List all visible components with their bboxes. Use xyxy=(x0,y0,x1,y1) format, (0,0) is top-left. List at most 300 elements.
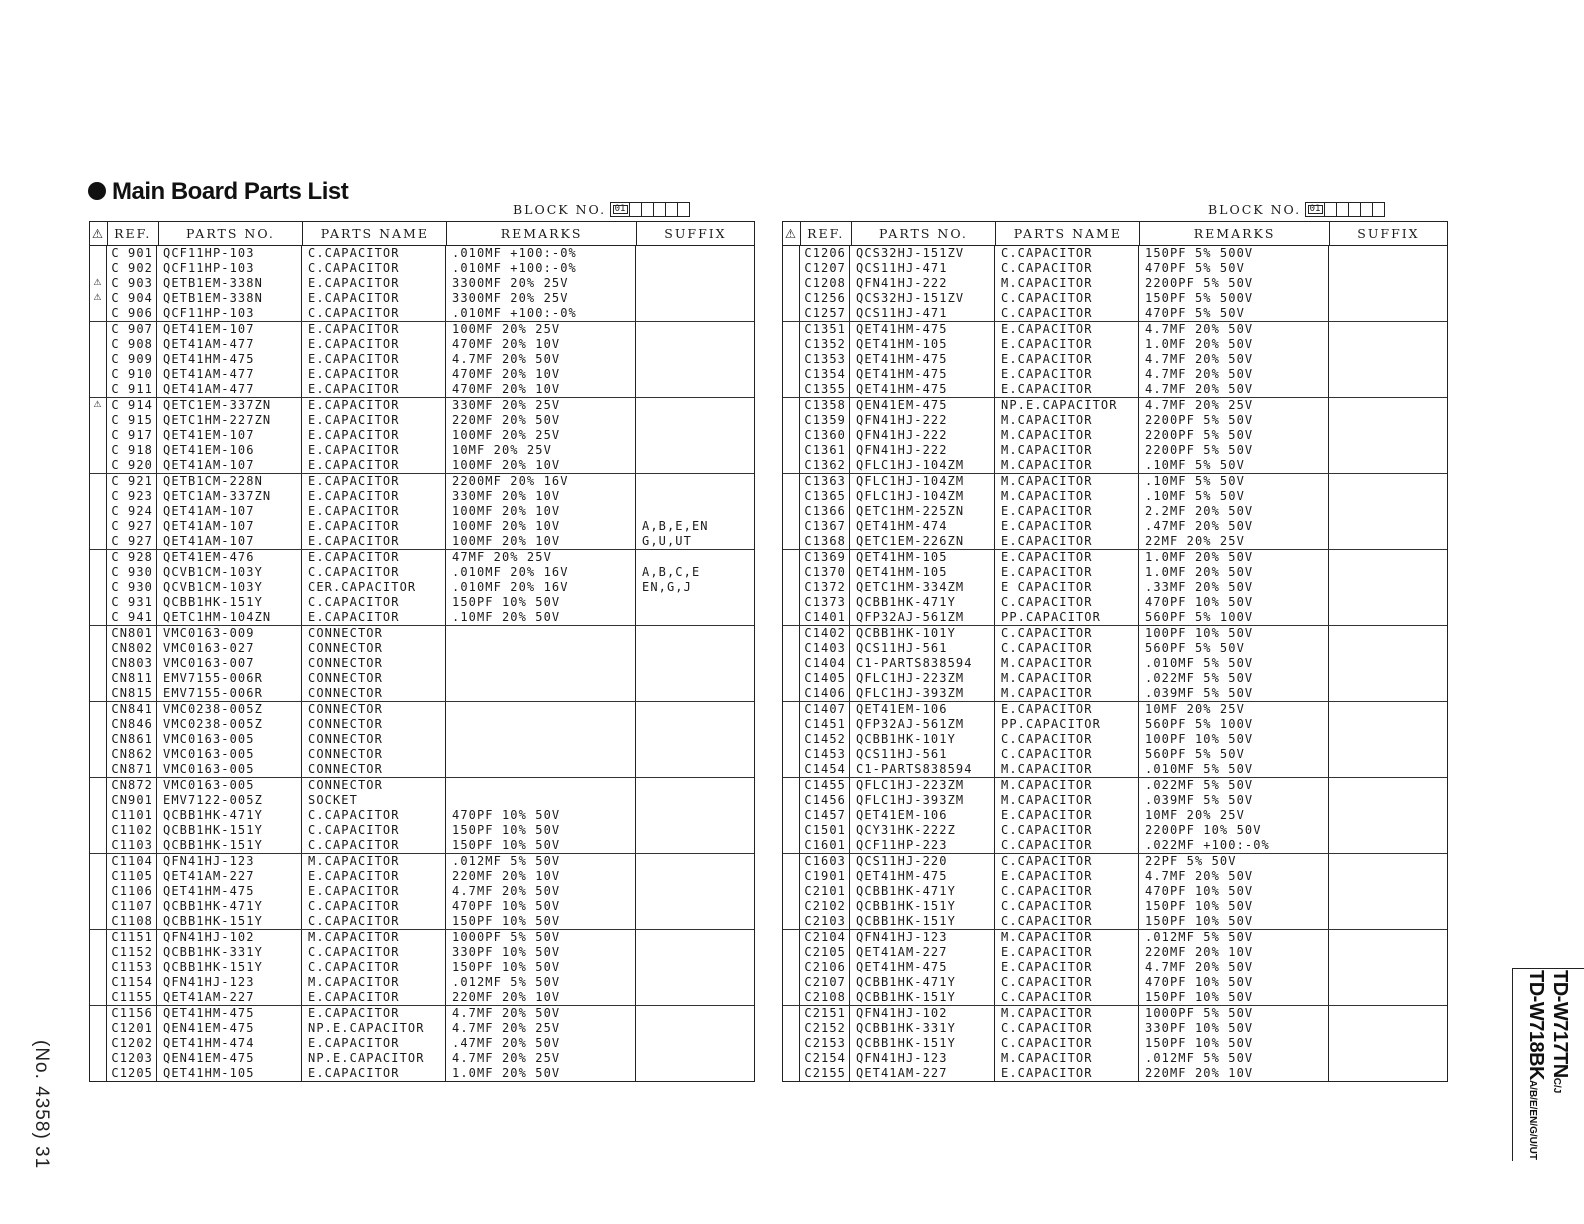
parts-name-cell: E.CAPACITOR xyxy=(302,489,446,504)
table-row xyxy=(90,261,754,276)
remarks-cell: 10MF 20% 25V xyxy=(1139,702,1329,717)
parts-name-cell: E.CAPACITOR xyxy=(995,945,1139,960)
parts-no-cell: QET41AM-477 xyxy=(157,337,302,352)
ref-cell: C2155 xyxy=(800,1066,850,1081)
warning-icon xyxy=(783,428,800,443)
table-row xyxy=(90,352,754,367)
warning-icon xyxy=(783,960,800,975)
ref-cell: C1103 xyxy=(107,838,157,853)
parts-name-cell: E.CAPACITOR xyxy=(995,504,1139,519)
warning-icon xyxy=(90,945,107,960)
parts-name-cell: PP.CAPACITOR xyxy=(995,610,1139,625)
warning-icon xyxy=(90,504,107,519)
ref-cell: C 907 xyxy=(107,322,157,337)
suffix-cell xyxy=(1329,306,1447,321)
parts-name-cell: C.CAPACITOR xyxy=(302,261,446,276)
parts-no-cell: EMV7122-005Z xyxy=(157,793,302,808)
table-row xyxy=(783,382,1447,397)
header-parts-no: PARTS NO. xyxy=(159,222,304,245)
warning-icon xyxy=(90,823,107,838)
ref-cell: C 941 xyxy=(107,610,157,625)
suffix-cell xyxy=(636,428,754,443)
warning-icon xyxy=(783,686,800,701)
ref-cell: C1453 xyxy=(800,747,850,762)
ref-cell: C1351 xyxy=(800,322,850,337)
parts-no-cell: QFLC1HJ-104ZM xyxy=(850,474,995,489)
row-group xyxy=(90,398,754,474)
suffix-cell xyxy=(636,793,754,808)
table-row xyxy=(783,474,1447,489)
ref-cell: C1455 xyxy=(800,778,850,793)
table-row xyxy=(90,246,754,261)
ref-cell: C1452 xyxy=(800,732,850,747)
warning-icon xyxy=(90,428,107,443)
table-row xyxy=(90,732,754,747)
parts-name-cell: C.CAPACITOR xyxy=(302,565,446,580)
table-row xyxy=(783,1036,1447,1051)
ref-cell: C1601 xyxy=(800,838,850,853)
ref-cell: C1363 xyxy=(800,474,850,489)
ref-cell: C1368 xyxy=(800,534,850,549)
table-row xyxy=(90,291,754,306)
suffix-cell xyxy=(636,1006,754,1021)
parts-no-cell: QCBB1HK-101Y xyxy=(850,732,995,747)
remarks-cell: .022MF 5% 50V xyxy=(1139,778,1329,793)
parts-name-cell: CONNECTOR xyxy=(302,717,446,732)
table-row xyxy=(90,610,754,625)
remarks-cell: 150PF 10% 50V xyxy=(446,914,636,929)
ref-cell: C 915 xyxy=(107,413,157,428)
parts-name-cell: E.CAPACITOR xyxy=(995,352,1139,367)
table-row xyxy=(90,519,754,534)
parts-no-cell: QCBB1HK-151Y xyxy=(850,990,995,1005)
warning-icon xyxy=(90,306,107,321)
table-row xyxy=(90,595,754,610)
ref-cell: C1454 xyxy=(800,762,850,777)
parts-name-cell: E.CAPACITOR xyxy=(302,337,446,352)
ref-cell: C1358 xyxy=(800,398,850,413)
header-ref: REF. xyxy=(108,222,159,245)
table-row xyxy=(783,580,1447,595)
suffix-cell xyxy=(636,702,754,717)
table-body xyxy=(783,246,1447,1081)
block-value: 01 xyxy=(1306,203,1325,216)
suffix-cell xyxy=(636,747,754,762)
remarks-cell: 2200PF 5% 50V xyxy=(1139,428,1329,443)
parts-name-cell: M.CAPACITOR xyxy=(995,686,1139,701)
warning-icon xyxy=(90,975,107,990)
table-row xyxy=(90,428,754,443)
remarks-cell: 470PF 10% 50V xyxy=(1139,884,1329,899)
ref-cell: C2152 xyxy=(800,1021,850,1036)
table-row xyxy=(783,1006,1447,1021)
table-row xyxy=(783,960,1447,975)
ref-cell: C 901 xyxy=(107,246,157,261)
parts-no-cell: QFLC1HJ-223ZM xyxy=(850,778,995,793)
parts-no-cell: QCS11HJ-471 xyxy=(850,261,995,276)
parts-name-cell: M.CAPACITOR xyxy=(995,458,1139,473)
suffix-cell xyxy=(636,1066,754,1081)
suffix-cell xyxy=(636,291,754,306)
table-row xyxy=(783,914,1447,929)
parts-no-cell: QET41HM-475 xyxy=(850,960,995,975)
parts-name-cell: M.CAPACITOR xyxy=(995,474,1139,489)
ref-cell: C1207 xyxy=(800,261,850,276)
parts-name-cell: C.CAPACITOR xyxy=(302,838,446,853)
ref-cell: C 914 xyxy=(107,398,157,413)
parts-name-cell: C.CAPACITOR xyxy=(995,899,1139,914)
parts-no-cell: QET41HM-475 xyxy=(850,382,995,397)
ref-cell: C2104 xyxy=(800,930,850,945)
warning-icon xyxy=(783,458,800,473)
parts-name-cell: C.CAPACITOR xyxy=(995,246,1139,261)
parts-no-cell: QET41AM-107 xyxy=(157,519,302,534)
remarks-cell xyxy=(446,778,636,793)
suffix-cell xyxy=(1329,960,1447,975)
parts-name-cell: C.CAPACITOR xyxy=(995,595,1139,610)
ref-cell: C1355 xyxy=(800,382,850,397)
parts-name-cell: C.CAPACITOR xyxy=(995,291,1139,306)
warning-icon xyxy=(90,1036,107,1051)
table-row xyxy=(783,702,1447,717)
suffix-cell xyxy=(1329,747,1447,762)
warning-icon xyxy=(90,960,107,975)
suffix-cell xyxy=(636,1021,754,1036)
suffix-cell xyxy=(1329,945,1447,960)
parts-no-cell: QET41AM-227 xyxy=(157,990,302,1005)
parts-name-cell: E.CAPACITOR xyxy=(302,534,446,549)
row-group xyxy=(90,474,754,550)
suffix-cell xyxy=(1329,1006,1447,1021)
parts-no-cell: VMC0163-027 xyxy=(157,641,302,656)
warning-icon xyxy=(783,413,800,428)
remarks-cell: 100MF 20% 10V xyxy=(446,534,636,549)
table-row xyxy=(90,367,754,382)
table-row xyxy=(90,823,754,838)
table-row xyxy=(90,747,754,762)
ref-cell: CN861 xyxy=(107,732,157,747)
model-suffix-1: C/J xyxy=(1551,1077,1562,1094)
remarks-cell: .010MF +100:-0% xyxy=(446,306,636,321)
remarks-cell: 220MF 20% 10V xyxy=(446,990,636,1005)
table-row xyxy=(90,382,754,397)
suffix-cell xyxy=(636,489,754,504)
remarks-cell: 3300MF 20% 25V xyxy=(446,291,636,306)
suffix-cell xyxy=(1329,382,1447,397)
warning-icon xyxy=(783,519,800,534)
remarks-cell xyxy=(446,762,636,777)
warning-icon xyxy=(90,869,107,884)
ref-cell: C1202 xyxy=(107,1036,157,1051)
parts-name-cell: E.CAPACITOR xyxy=(302,413,446,428)
warning-icon xyxy=(90,1006,107,1021)
table-row xyxy=(90,945,754,960)
table-row xyxy=(90,1051,754,1066)
ref-cell: C1402 xyxy=(800,626,850,641)
header-suffix: SUFFIX xyxy=(664,226,727,241)
table-row xyxy=(783,671,1447,686)
table-row xyxy=(90,793,754,808)
parts-no-cell: QCS32HJ-151ZV xyxy=(850,246,995,261)
table-row xyxy=(783,443,1447,458)
table-row xyxy=(90,474,754,489)
remarks-cell: 1000PF 5% 50V xyxy=(1139,1006,1329,1021)
table-row xyxy=(90,322,754,337)
warning-icon xyxy=(783,610,800,625)
header-remarks: REMARKS xyxy=(447,222,637,245)
parts-name-cell: M.CAPACITOR xyxy=(995,656,1139,671)
parts-name-cell: M.CAPACITOR xyxy=(995,762,1139,777)
parts-no-cell: QET41HM-105 xyxy=(157,1066,302,1081)
warning-icon xyxy=(90,322,107,337)
remarks-cell xyxy=(446,656,636,671)
ref-cell: C1372 xyxy=(800,580,850,595)
warning-header-icon: ⚠ xyxy=(90,222,108,245)
remarks-cell: 220MF 20% 50V xyxy=(446,413,636,428)
suffix-cell xyxy=(1329,352,1447,367)
table-row xyxy=(90,717,754,732)
warning-icon xyxy=(783,504,800,519)
suffix-cell xyxy=(636,762,754,777)
remarks-cell: .022MF +100:-0% xyxy=(1139,838,1329,853)
parts-no-cell: QFN41HJ-102 xyxy=(850,1006,995,1021)
parts-name-cell: C.CAPACITOR xyxy=(302,808,446,823)
table-row xyxy=(783,732,1447,747)
parts-name-cell: E.CAPACITOR xyxy=(995,382,1139,397)
table-row xyxy=(90,808,754,823)
table-row xyxy=(90,443,754,458)
row-group xyxy=(90,626,754,702)
parts-no-cell: QET41AM-227 xyxy=(850,1066,995,1081)
table-row xyxy=(90,884,754,899)
header-parts-name: PARTS NAME xyxy=(996,222,1140,245)
suffix-cell xyxy=(1329,717,1447,732)
suffix-cell xyxy=(636,610,754,625)
parts-no-cell: VMC0238-005Z xyxy=(157,702,302,717)
remarks-cell: .012MF 5% 50V xyxy=(1139,1051,1329,1066)
parts-name-cell: M.CAPACITOR xyxy=(995,443,1139,458)
ref-cell: C2154 xyxy=(800,1051,850,1066)
table-row xyxy=(90,702,754,717)
warning-icon xyxy=(90,762,107,777)
ref-cell: C1106 xyxy=(107,884,157,899)
parts-no-cell: QCBB1HK-471Y xyxy=(850,595,995,610)
warning-icon xyxy=(90,899,107,914)
suffix-cell xyxy=(636,626,754,641)
ref-cell: C1456 xyxy=(800,793,850,808)
parts-name-cell: CONNECTOR xyxy=(302,641,446,656)
ref-cell: C1152 xyxy=(107,945,157,960)
parts-no-cell: QET41EM-107 xyxy=(157,428,302,443)
parts-no-cell: QFN41HJ-123 xyxy=(157,854,302,869)
remarks-cell: 100MF 20% 10V xyxy=(446,504,636,519)
ref-cell: C 930 xyxy=(107,565,157,580)
row-group xyxy=(783,398,1447,474)
warning-icon xyxy=(783,945,800,960)
remarks-cell: 150PF 10% 50V xyxy=(1139,1036,1329,1051)
warning-icon xyxy=(783,565,800,580)
suffix-cell xyxy=(1329,580,1447,595)
remarks-cell xyxy=(446,732,636,747)
table-row xyxy=(783,930,1447,945)
suffix-cell xyxy=(636,443,754,458)
ref-cell: C 928 xyxy=(107,550,157,565)
parts-name-cell: C.CAPACITOR xyxy=(302,246,446,261)
warning-icon xyxy=(783,732,800,747)
model-label xyxy=(1522,970,1570,1160)
warning-icon xyxy=(90,717,107,732)
ref-cell: C 910 xyxy=(107,367,157,382)
table-row xyxy=(783,808,1447,823)
suffix-cell xyxy=(1329,246,1447,261)
warning-icon xyxy=(783,322,800,337)
parts-no-cell: QCBB1HK-151Y xyxy=(157,823,302,838)
ref-cell: C1104 xyxy=(107,854,157,869)
table-row xyxy=(783,762,1447,777)
parts-no-cell: QFN41HJ-102 xyxy=(157,930,302,945)
ref-cell: C 921 xyxy=(107,474,157,489)
ref-cell: CN841 xyxy=(107,702,157,717)
ref-cell: C1257 xyxy=(800,306,850,321)
ref-cell: C1501 xyxy=(800,823,850,838)
ref-cell: C2105 xyxy=(800,945,850,960)
row-group xyxy=(90,778,754,854)
warning-icon xyxy=(783,474,800,489)
parts-no-cell: QCS32HJ-151ZV xyxy=(850,291,995,306)
parts-name-cell: PP.CAPACITOR xyxy=(995,717,1139,732)
parts-no-cell: QCS11HJ-471 xyxy=(850,306,995,321)
table-row xyxy=(783,413,1447,428)
table-row xyxy=(783,626,1447,641)
parts-no-cell: QCBB1HK-471Y xyxy=(850,884,995,899)
remarks-cell: .012MF 5% 50V xyxy=(1139,930,1329,945)
table-row xyxy=(783,306,1447,321)
parts-name-cell: E.CAPACITOR xyxy=(995,519,1139,534)
ref-cell: C2102 xyxy=(800,899,850,914)
parts-no-cell: QEN41EM-475 xyxy=(850,398,995,413)
parts-name-cell: CER.CAPACITOR xyxy=(302,580,446,595)
remarks-cell: .039MF 5% 50V xyxy=(1139,686,1329,701)
warning-icon: ⚠ xyxy=(90,276,107,291)
suffix-cell xyxy=(1329,595,1447,610)
table-row xyxy=(90,458,754,473)
remarks-cell: 150PF 5% 500V xyxy=(1139,291,1329,306)
ref-cell: C1404 xyxy=(800,656,850,671)
parts-no-cell: QFLC1HJ-223ZM xyxy=(850,671,995,686)
remarks-cell: 470MF 20% 10V xyxy=(446,367,636,382)
remarks-cell: 2200PF 5% 50V xyxy=(1139,443,1329,458)
table-row xyxy=(90,398,754,413)
suffix-cell xyxy=(636,732,754,747)
warning-icon xyxy=(90,884,107,899)
remarks-cell: 3300MF 20% 25V xyxy=(446,276,636,291)
table-row xyxy=(90,930,754,945)
remarks-cell: 4.7MF 20% 50V xyxy=(1139,960,1329,975)
ref-cell: C1205 xyxy=(107,1066,157,1081)
suffix-cell xyxy=(1329,443,1447,458)
table-row xyxy=(90,854,754,869)
parts-no-cell: QFLC1HJ-393ZM xyxy=(850,793,995,808)
remarks-cell: .10MF 5% 50V xyxy=(1139,474,1329,489)
table-row xyxy=(90,489,754,504)
table-row xyxy=(783,534,1447,549)
warning-icon xyxy=(783,1006,800,1021)
suffix-cell xyxy=(636,1051,754,1066)
warning-icon xyxy=(90,367,107,382)
parts-name-cell: CONNECTOR xyxy=(302,778,446,793)
warning-icon xyxy=(783,246,800,261)
remarks-cell: 4.7MF 20% 50V xyxy=(1139,322,1329,337)
parts-name-cell: E.CAPACITOR xyxy=(995,808,1139,823)
remarks-cell: 100MF 20% 25V xyxy=(446,428,636,443)
table-row xyxy=(783,337,1447,352)
parts-name-cell: E.CAPACITOR xyxy=(302,382,446,397)
parts-no-cell: QET41EM-106 xyxy=(850,702,995,717)
ref-cell: C1901 xyxy=(800,869,850,884)
ref-cell: C2103 xyxy=(800,914,850,929)
remarks-cell: 560PF 5% 100V xyxy=(1139,717,1329,732)
ref-cell: CN803 xyxy=(107,656,157,671)
remarks-cell: 330MF 20% 10V xyxy=(446,489,636,504)
ref-cell: C 923 xyxy=(107,489,157,504)
suffix-cell xyxy=(1329,413,1447,428)
parts-no-cell: QCBB1HK-101Y xyxy=(850,626,995,641)
table-row xyxy=(783,550,1447,565)
suffix-cell xyxy=(636,899,754,914)
parts-no-cell: QET41HM-475 xyxy=(850,869,995,884)
remarks-cell: 470PF 5% 50V xyxy=(1139,261,1329,276)
parts-no-cell: QETB1EM-338N xyxy=(157,291,302,306)
remarks-cell: 2200PF 5% 50V xyxy=(1139,413,1329,428)
parts-no-cell: EMV7155-006R xyxy=(157,671,302,686)
parts-name-cell: C.CAPACITOR xyxy=(995,747,1139,762)
suffix-cell xyxy=(1329,641,1447,656)
ref-cell: C1105 xyxy=(107,869,157,884)
remarks-cell: 22MF 20% 25V xyxy=(1139,534,1329,549)
parts-name-cell: C.CAPACITOR xyxy=(995,854,1139,869)
suffix-cell xyxy=(636,717,754,732)
ref-cell: C 904 xyxy=(107,291,157,306)
warning-icon xyxy=(783,869,800,884)
warning-icon xyxy=(90,474,107,489)
suffix-cell xyxy=(636,930,754,945)
parts-no-cell: QET41EM-107 xyxy=(157,322,302,337)
row-group xyxy=(783,474,1447,550)
warning-icon xyxy=(783,747,800,762)
suffix-cell xyxy=(1329,458,1447,473)
warning-icon xyxy=(783,367,800,382)
row-group xyxy=(783,854,1447,930)
model-name-1: TD-W717TN xyxy=(1549,970,1571,1078)
table-row xyxy=(783,352,1447,367)
model-name-2: TD-W718BK xyxy=(1525,970,1547,1080)
remarks-cell: 2200MF 20% 16V xyxy=(446,474,636,489)
suffix-cell xyxy=(1329,550,1447,565)
parts-name-cell: C.CAPACITOR xyxy=(995,306,1139,321)
warning-icon xyxy=(90,1021,107,1036)
remarks-cell: 330PF 10% 50V xyxy=(1139,1021,1329,1036)
parts-name-cell: E.CAPACITOR xyxy=(302,990,446,1005)
ref-cell: C1405 xyxy=(800,671,850,686)
remarks-cell: 10MF 20% 25V xyxy=(446,443,636,458)
row-group xyxy=(783,1006,1447,1081)
ref-cell: C1407 xyxy=(800,702,850,717)
parts-name-cell: C.CAPACITOR xyxy=(995,990,1139,1005)
remarks-cell: 100MF 20% 10V xyxy=(446,519,636,534)
table-row xyxy=(90,778,754,793)
parts-name-cell: CONNECTOR xyxy=(302,762,446,777)
suffix-cell xyxy=(636,808,754,823)
